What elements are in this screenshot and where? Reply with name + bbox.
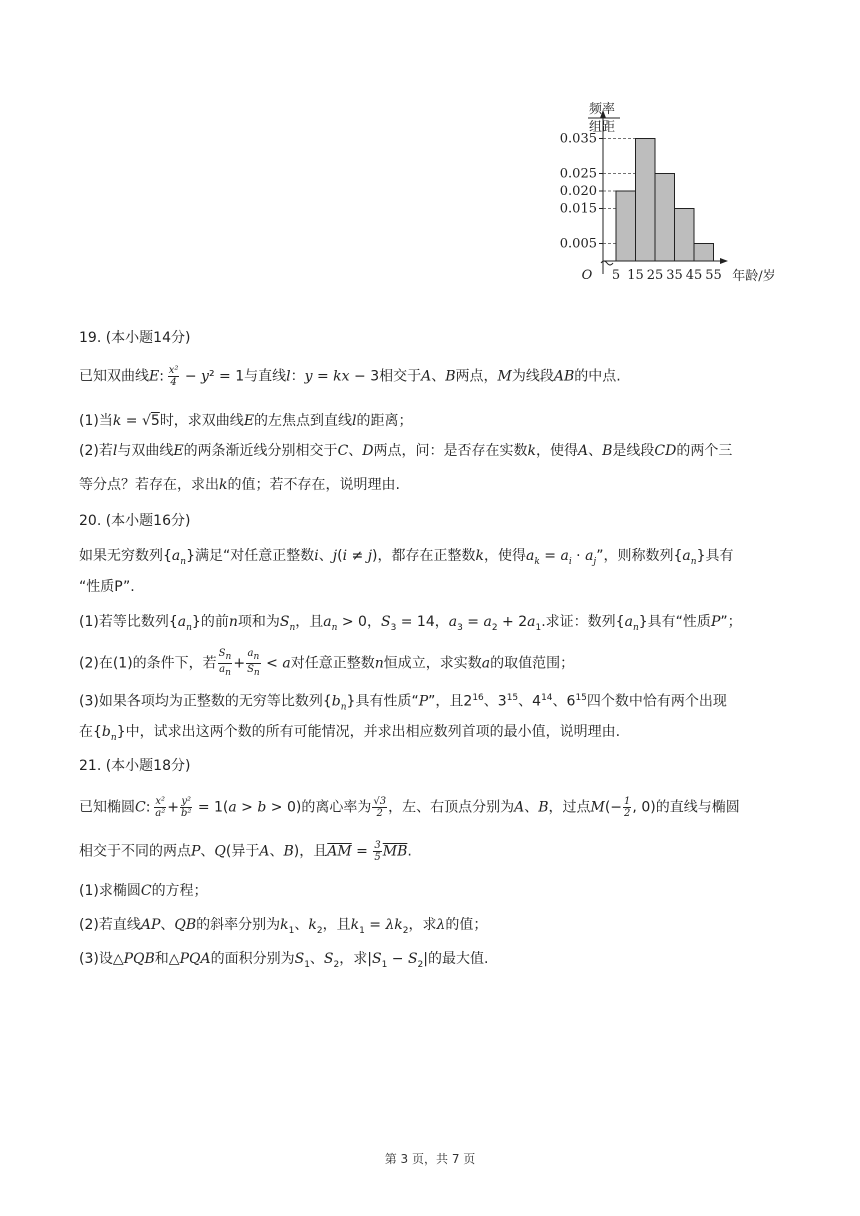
q19-part1: (1)当k = √5时，求双曲线E的左焦点到直线l的距离；	[79, 413, 413, 429]
x-tick-label: 25	[646, 268, 664, 283]
x-tick-label: 15	[627, 268, 644, 283]
q20-stem: 如果无穷数列$\{a_n\}$满足“对任意正整数i、j(i ≠ j)，都存在正整数k，使得$a_k = a_i \cdot a_j$”，则称数列$\{a_n\}$具有	[79, 548, 734, 567]
origin-label: O	[581, 268, 593, 283]
histogram-bar	[655, 174, 675, 262]
xlabel: 年龄/岁	[732, 269, 776, 284]
q20-header: 20. (本小题16分)	[79, 513, 191, 529]
x-axis-arrow	[720, 258, 728, 264]
q19-header: 19. (本小题14分)	[79, 330, 191, 346]
x-tick-label: 5	[611, 268, 621, 283]
q21-part1: (1)求椭圆C的方程；	[79, 883, 208, 899]
q20-part2: (2)在(1)的条件下，若 $\frac{S_n}{a_n}$ + $\frac{a_n}{S_n}$ < a对任意正整数n恒成立，求实数a的取值范围；	[79, 648, 575, 678]
y-tick-label: 0.005	[559, 236, 597, 252]
q19-part2: (2)若l与双曲线E的两条渐近线分别相交于C、D两点，问：是否存在实数k，使得A、B是线段CD的两个三	[79, 443, 733, 459]
histogram-bar	[694, 244, 714, 262]
page-footer: 第 3 页，共 7 页	[384, 1152, 476, 1166]
q20-part3-cont: 在$\{b_n\}$中，试求出这两个数的所有可能情况，并求出相应数列首项的最小值，说明理由.	[79, 724, 621, 743]
q21-header: 21. (本小题18分)	[79, 758, 191, 774]
y-tick-label: 0.035	[559, 131, 597, 147]
ylabel-bottom: 组距	[588, 120, 616, 135]
q20-part3: (3)如果各项均为正整数的无穷等比数列$\{b_n\}$具有性质“P”，且$2^{16}$、$3^{15}$、$4^{14}$、$6^{15}$四个数中恰有两个出现	[79, 693, 727, 713]
y-tick-label: 0.015	[559, 201, 597, 217]
q19-stem: 已知双曲线E: $\frac{\text{x²}}{4}$ − y² = 1与直线l：y = kx − 3相交于A、B两点，M为线段AB的中点.	[79, 365, 621, 388]
q20-part1: (1)若等比数列$\{a_n\}$的前n项和为$S_n$，且$a_n > 0$，$S_3 = 14$，$a_3 = a_2 + 2a_1$.求证：数列$\{a_n\}$具有“性质P”；	[79, 614, 742, 633]
frequency-histogram	[540, 96, 790, 296]
histogram-bar	[616, 191, 636, 261]
q21-part2: (2)若直线AP、QB的斜率分别为$k_1$、$k_2$，且$k_1 = \lambda k_2$，求λ的值；	[79, 917, 488, 936]
q21-stem: 已知椭圆C: $\frac{\text{x²}}{\text{a²}}$ + $\frac{\text{y²}}{\text{b²}}$ = 1(a > b > 0)的离心率为 $\frac{√3}{2}$ ，左、右顶点分别为A、B，过点M(− $\frac{1}{2}$ , 0)的直线与椭圆	[79, 796, 740, 819]
ylabel-top: 频率	[588, 102, 616, 117]
q19-part2-cont: 等分点？若存在，求出k的值；若不存在，说明理由.	[79, 477, 400, 493]
q21-stem-cont: 相交于不同的两点P、Q(异于A、B)，且$\overline{AM}$ = $\frac{3}{5}$ $\overline{MB}$.	[79, 840, 412, 863]
x-tick-label: 45	[685, 268, 703, 283]
q21-part3: (3)设△PQB和△PQA的面积分别为$S_1$、$S_2$，求$|S_1 - S_2|$的最大值.	[79, 951, 489, 970]
histogram-bar	[675, 209, 695, 262]
x-tick-label: 35	[666, 268, 683, 283]
y-tick-label: 0.020	[559, 184, 597, 199]
x-tick-label: 55	[705, 268, 722, 283]
q20-stem-cont: “性质P”.	[79, 579, 135, 595]
y-tick-label: 0.025	[559, 166, 597, 182]
histogram-bar	[636, 139, 656, 262]
